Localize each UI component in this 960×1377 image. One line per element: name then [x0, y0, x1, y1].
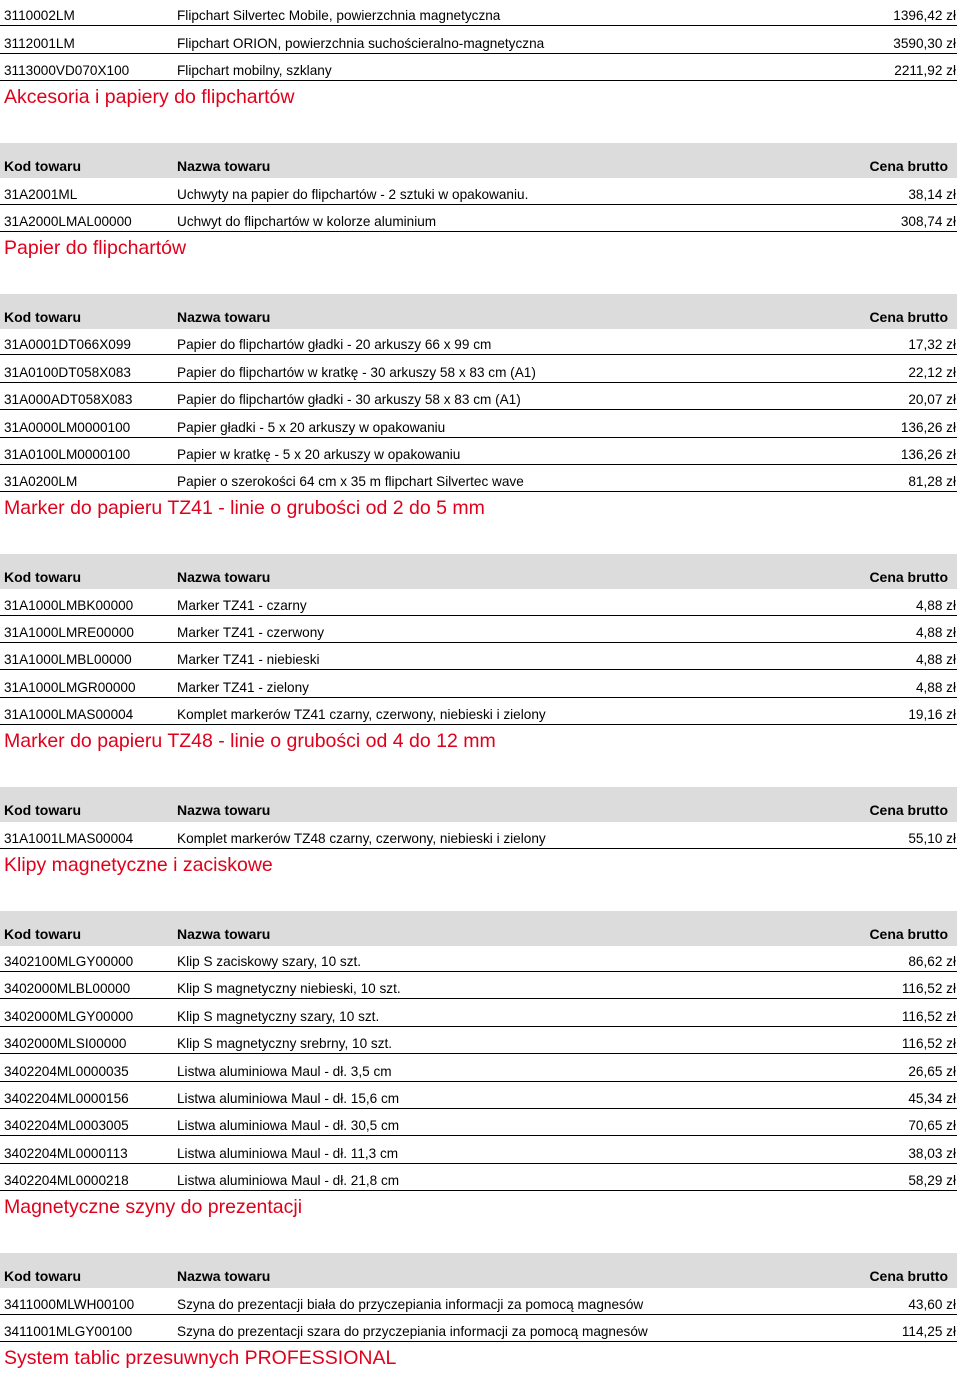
row-divider — [0, 724, 957, 725]
section-title-text: Akcesoria i papiery do flipchartów — [4, 86, 295, 109]
product-name: Marker TZ41 - czarny — [177, 597, 307, 613]
product-code: 31A1000LMGR00000 — [4, 679, 136, 695]
row-divider — [0, 1135, 957, 1136]
product-name: Papier gładki - 5 x 20 arkuszy w opakowaniu — [177, 419, 446, 435]
table-row — [0, 466, 960, 493]
product-code: 31A1000LMBL00000 — [4, 652, 132, 668]
product-price: 20,07 zł — [908, 392, 956, 408]
product-name: Uchwyty na papier do flipchartów - 2 sztuki w opakowaniu. — [177, 186, 529, 202]
product-code: 3112001LM — [4, 35, 75, 51]
row-divider — [0, 464, 957, 465]
header-code: Kod towaru — [4, 158, 81, 175]
section-title-text: Marker do papieru TZ48 - linie o grubości od 4 do 12 mm — [4, 730, 496, 753]
row-divider — [0, 697, 957, 698]
table-row — [0, 1110, 960, 1137]
product-price: 308,74 zł — [900, 213, 956, 229]
section-gap — [0, 1226, 960, 1253]
row-divider — [0, 1108, 957, 1109]
header-name: Nazwa towaru — [177, 308, 271, 325]
table-row — [0, 671, 960, 698]
table-row — [0, 946, 960, 973]
product-price: 81,28 zł — [908, 474, 956, 490]
product-price: 70,65 zł — [908, 1118, 956, 1134]
product-name: Flipchart mobilny, szklany — [177, 63, 332, 79]
product-code: 31A1000LMRE00000 — [4, 625, 134, 641]
table-row — [0, 617, 960, 644]
section-title — [0, 1192, 960, 1226]
section-title-text: Marker do papieru TZ41 - linie o grubości od 2 do 5 mm — [4, 497, 485, 520]
product-price: 43,60 zł — [908, 1296, 956, 1312]
product-name: Listwa aluminiowa Maul - dł. 21,8 cm — [177, 1173, 400, 1189]
product-price: 17,32 zł — [908, 337, 956, 353]
table-row — [0, 1137, 960, 1164]
product-name: Papier w kratkę - 5 x 20 arkuszy w opakowaniu — [177, 446, 461, 462]
product-code: 3402204ML0000113 — [4, 1145, 128, 1161]
row-divider — [0, 848, 957, 849]
product-code: 3411001MLGY00100 — [4, 1323, 133, 1339]
table-row — [0, 206, 960, 233]
product-code: 31A1001LMAS00004 — [4, 830, 134, 846]
row-divider — [0, 1053, 957, 1054]
row-divider — [0, 382, 957, 383]
table-row — [0, 822, 960, 849]
product-price: 116,52 zł — [901, 1036, 956, 1052]
product-name: Listwa aluminiowa Maul - dł. 30,5 cm — [177, 1118, 400, 1134]
row-divider — [0, 1026, 957, 1027]
product-code: 3113000VD070X100 — [4, 63, 130, 79]
table-row — [0, 329, 960, 356]
product-price: 45,34 zł — [908, 1090, 956, 1106]
table-row — [0, 55, 960, 82]
table-header — [0, 143, 960, 178]
product-name: Listwa aluminiowa Maul - dł. 3,5 cm — [177, 1063, 392, 1079]
product-code: 31A1000LMAS00004 — [4, 707, 134, 723]
row-divider — [0, 642, 957, 643]
product-code: 3411000MLWH00100 — [4, 1296, 135, 1312]
section-gap — [0, 267, 960, 294]
table-row — [0, 1288, 960, 1315]
section-title — [0, 233, 960, 267]
product-code: 31A000ADT058X083 — [4, 392, 133, 408]
section-title-text: System tablic przesuwnych PROFESSIONAL — [4, 1346, 397, 1369]
section-title — [0, 82, 960, 116]
product-code: 3402204ML0003005 — [4, 1118, 129, 1134]
header-price: Cena brutto — [869, 569, 948, 586]
table-row — [0, 178, 960, 205]
section-title — [0, 1343, 960, 1377]
table-row — [0, 1316, 960, 1343]
header-code: Kod towaru — [4, 1268, 81, 1285]
product-price: 26,65 zł — [908, 1063, 956, 1079]
row-divider — [0, 1314, 957, 1315]
table-row — [0, 1083, 960, 1110]
header-price: Cena brutto — [869, 158, 948, 175]
header-code: Kod towaru — [4, 802, 81, 819]
product-name: Marker TZ41 - niebieski — [177, 652, 320, 668]
row-divider — [0, 669, 957, 670]
row-divider — [0, 409, 957, 410]
header-name: Nazwa towaru — [177, 158, 271, 175]
product-name: Papier do flipchartów gładki - 20 arkuszy 66 x 99 cm — [177, 337, 492, 353]
product-name: Listwa aluminiowa Maul - dł. 15,6 cm — [177, 1090, 400, 1106]
row-divider — [0, 491, 957, 492]
product-price: 114,25 zł — [901, 1323, 956, 1339]
section-title-text: Magnetyczne szyny do prezentacji — [4, 1196, 303, 1219]
table-header — [0, 787, 960, 822]
section-title-text: Klipy magnetyczne i zaciskowe — [4, 853, 273, 876]
product-name: Komplet markerów TZ48 czarny, czerwony, niebieski i zielony — [177, 830, 546, 846]
section-gap — [0, 116, 960, 143]
table-row — [0, 699, 960, 726]
row-divider — [0, 53, 957, 54]
product-name: Marker TZ41 - czerwony — [177, 625, 325, 641]
table-row — [0, 356, 960, 383]
product-price: 2211,92 zł — [894, 63, 956, 79]
product-price: 136,26 zł — [900, 419, 956, 435]
product-name: Klip S magnetyczny szary, 10 szt. — [177, 1008, 380, 1024]
header-code: Kod towaru — [4, 569, 81, 586]
header-name: Nazwa towaru — [177, 802, 271, 819]
row-divider — [0, 1190, 957, 1191]
section-gap — [0, 884, 960, 911]
row-divider — [0, 437, 957, 438]
product-name: Szyna do prezentacji szara do przyczepiania informacji za pomocą magnesów — [177, 1323, 648, 1339]
row-divider — [0, 1341, 957, 1342]
table-header — [0, 554, 960, 589]
row-divider — [0, 998, 957, 999]
product-code: 3402000MLBL00000 — [4, 981, 131, 997]
product-name: Klip S zaciskowy szary, 10 szt. — [177, 954, 362, 970]
section-gap — [0, 527, 960, 554]
product-code: 31A0100DT058X083 — [4, 364, 131, 380]
header-code: Kod towaru — [4, 308, 81, 325]
product-price: 58,29 zł — [908, 1173, 956, 1189]
section-title — [0, 726, 960, 760]
header-code: Kod towaru — [4, 925, 81, 942]
header-price: Cena brutto — [869, 802, 948, 819]
product-code: 3402204ML0000156 — [4, 1090, 129, 1106]
product-name: Papier o szerokości 64 cm x 35 m flipchart Silvertec wave — [177, 474, 524, 490]
product-price: 19,16 zł — [908, 707, 956, 723]
product-name: Uchwyt do flipchartów w kolorze aluminium — [177, 213, 437, 229]
row-divider — [0, 1163, 957, 1164]
product-name: Flipchart ORION, powierzchnia suchościeralno-magnetyczna — [177, 35, 545, 51]
table-row — [0, 27, 960, 54]
product-code: 31A2000LMAL00000 — [4, 213, 132, 229]
product-name: Szyna do prezentacji biała do przyczepiania informacji za pomocą magnesów — [177, 1296, 644, 1312]
table-header — [0, 294, 960, 329]
product-price: 136,26 zł — [900, 446, 956, 462]
product-name: Klip S magnetyczny niebieski, 10 szt. — [177, 981, 401, 997]
table-row — [0, 973, 960, 1000]
product-price: 116,52 zł — [901, 981, 956, 997]
product-name: Papier do flipchartów gładki - 30 arkuszy 58 x 83 cm (A1) — [177, 392, 521, 408]
section-title — [0, 850, 960, 884]
row-divider — [0, 231, 957, 232]
row-divider — [0, 615, 957, 616]
product-code: 31A0001DT066X099 — [4, 337, 131, 353]
header-price: Cena brutto — [869, 925, 948, 942]
table-row — [0, 1165, 960, 1192]
product-price: 38,03 zł — [908, 1145, 956, 1161]
product-name: Klip S magnetyczny srebrny, 10 szt. — [177, 1036, 393, 1052]
product-code: 3402204ML0000035 — [4, 1063, 129, 1079]
table-row — [0, 644, 960, 671]
product-code: 3402204ML0000218 — [4, 1173, 129, 1189]
table-row — [0, 384, 960, 411]
product-price: 4,88 zł — [915, 652, 956, 668]
section-title — [0, 493, 960, 527]
product-code: 3402100MLGY00000 — [4, 954, 134, 970]
product-code: 3402000MLSI00000 — [4, 1036, 127, 1052]
product-code: 31A1000LMBK00000 — [4, 597, 134, 613]
product-code: 3402000MLGY00000 — [4, 1008, 134, 1024]
table-row — [0, 0, 960, 27]
row-divider — [0, 25, 957, 26]
product-code: 31A2001ML — [4, 186, 78, 202]
table-row — [0, 1028, 960, 1055]
product-price: 1396,42 zł — [893, 8, 956, 24]
product-price: 3590,30 zł — [893, 35, 956, 51]
section-gap — [0, 760, 960, 787]
product-code: 31A0200LM — [4, 474, 78, 490]
table-row — [0, 411, 960, 438]
product-code: 31A0000LM0000100 — [4, 419, 131, 435]
product-price: 22,12 zł — [908, 364, 956, 380]
header-name: Nazwa towaru — [177, 569, 271, 586]
header-price: Cena brutto — [869, 1268, 948, 1285]
product-name: Komplet markerów TZ41 czarny, czerwony, niebieski i zielony — [177, 707, 546, 723]
product-price: 4,88 zł — [915, 625, 956, 641]
product-price: 38,14 zł — [908, 186, 956, 202]
product-name: Listwa aluminiowa Maul - dł. 11,3 cm — [177, 1145, 399, 1161]
product-price: 55,10 zł — [908, 830, 956, 846]
product-price: 4,88 zł — [915, 597, 956, 613]
product-code: 3110002LM — [4, 8, 75, 24]
product-code: 31A0100LM0000100 — [4, 446, 131, 462]
header-price: Cena brutto — [869, 308, 948, 325]
product-price: 86,62 zł — [908, 954, 956, 970]
section-title-text: Papier do flipchartów — [4, 236, 187, 259]
row-divider — [0, 80, 957, 81]
product-name: Papier do flipchartów w kratkę - 30 arkuszy 58 x 83 cm (A1) — [177, 364, 536, 380]
table-header — [0, 1253, 960, 1288]
table-header — [0, 911, 960, 946]
table-row — [0, 439, 960, 466]
product-price: 116,52 zł — [901, 1008, 956, 1024]
product-price: 4,88 zł — [915, 679, 956, 695]
row-divider — [0, 1081, 957, 1082]
table-row — [0, 589, 960, 616]
product-name: Marker TZ41 - zielony — [177, 679, 309, 695]
header-name: Nazwa towaru — [177, 1268, 271, 1285]
row-divider — [0, 204, 957, 205]
header-name: Nazwa towaru — [177, 925, 271, 942]
table-row — [0, 1000, 960, 1027]
row-divider — [0, 971, 957, 972]
row-divider — [0, 354, 957, 355]
product-name: Flipchart Silvertec Mobile, powierzchnia magnetyczna — [177, 8, 501, 24]
table-row — [0, 1055, 960, 1082]
